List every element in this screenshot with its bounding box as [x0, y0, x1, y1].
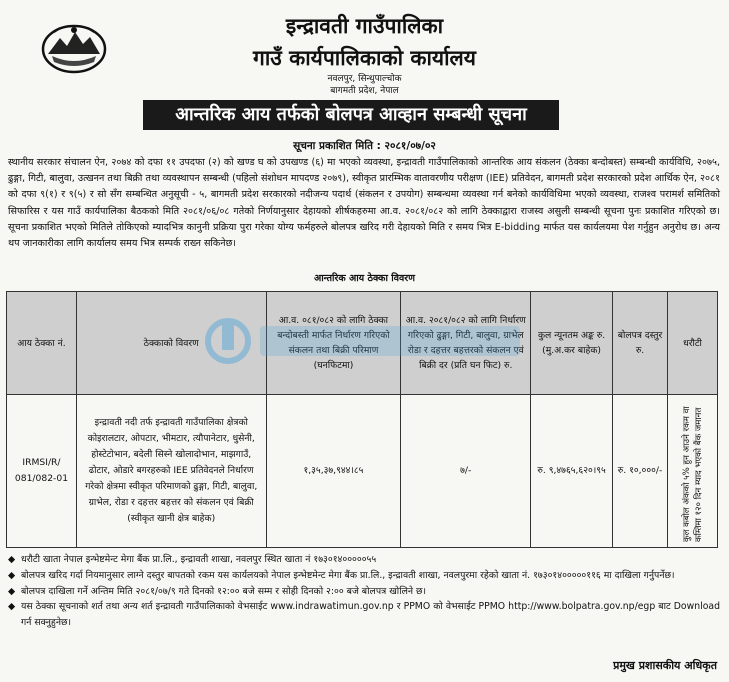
bullet-icon: ◆ — [8, 585, 16, 597]
header-guarantee: धरौटी — [668, 292, 718, 395]
header-fee: बोलपत्र दस्तुर रु. — [613, 292, 668, 395]
municipality-name: इन्द्रावती गाउँपालिका — [285, 14, 444, 38]
header-code: आय ठेक्का नं. — [7, 292, 77, 395]
header-description: ठेक्काको विवरण — [76, 292, 266, 395]
publication-date: सूचना प्रकाशित मिति : २०८१/०७/०२ — [293, 140, 436, 152]
contract-table — [6, 291, 718, 548]
cell-min-amount: रु. ९,४७६५,६२०।९५ — [531, 395, 613, 548]
address-line-2: बागमती प्रदेश, नेपाल — [330, 86, 399, 96]
note-item: ◆ यस ठेक्का सूचनाको शर्त तथा अन्य शर्त इन्द्रावती गाउँपालिकाको वेभसाईट www.indrawatimun.gov.np र PPMO को वेभसाईट PPMO http://www.bolpatra.gov.np/egp बाट Download गर्न सक्नुहुनेछ। — [8, 601, 720, 629]
notes-list — [8, 552, 720, 631]
header-min-amount: कुल न्यूनतम अङ्क रु. (मु.अ.कर बाहेक) — [531, 292, 613, 395]
cell-quantity: १,३५,३७,९४४।८५ — [266, 395, 401, 548]
table-header-row — [7, 292, 718, 395]
bullet-icon: ◆ — [8, 569, 16, 581]
guarantee-text: कुल कबोल अंकको ५% हुन आउने रकम वा कम्तिमा १२० दिन म्याद भएको बैंक जमानत — [681, 406, 704, 542]
table-title: आन्तरिक आय ठेक्का विवरण — [313, 273, 416, 284]
note-item: ◆ बोलपत्र खरिद गर्दा नियमानुसार लाग्ने दस्तुर बापतको रकम यस कार्यलयको नेपाल इन्भेष्टमेन्ट मेगा बैंक प्रा.लि., इन्द्रावती शाखा, नवलपुरमा रहेको खाता नं. १७३०१४०००००११६ मा दाखिला गर्नुपर्नेछ। — [8, 568, 720, 584]
cell-description: इन्द्रावती नदी तर्फ इन्द्रावती गाउँपालिका क्षेत्रको कोइरालटार, ओपटार, भीमटार, त्यौपानेटार, धुसेनी, होस्टेटोभान, बदेली सिस्ने खोलादोभान, माझगाउँ, ढोटार, ओडारे बगरहरुको IEE प्रतिवेदनले निर्धारण गरेको क्षेत्रमा स्वीकृत परिमाणको ढुङ्गा, गिटी, बालुवा, ग्राभेल, रोडा र दहत्तर बहत्तर को संकलन एवं बिक्री (स्वीकृत खानी क्षेत्र बाहेक) — [76, 395, 266, 548]
header-quantity: आ.व. ०८१/०८२ को लागि ठेक्का बन्दोबस्ती मार्फत निर्धारण गरिएको संकलन तथा बिक्री परिमाण (घनफिटमा) — [266, 292, 401, 395]
notice-title-banner: आन्तरिक आय तर्फको बोलपत्र आव्हान सम्बन्धी सूचना — [143, 100, 559, 130]
office-name: गाउँ कार्यपालिकाको कार्यालय — [253, 46, 476, 70]
cell-guarantee — [668, 395, 718, 548]
signature-title: प्रमुख प्रशासकीय अधिकृत — [613, 659, 717, 672]
note-item: ◆ धरौटी खाता नेपाल इन्भेष्टमेन्ट मेगा बैंक प्रा.लि., इन्द्रावती शाखा, नवलपुर स्थित खाता नं १७३०१४०००००५५ — [8, 552, 720, 568]
cell-code: IRMSI/R/ 081/082-01 — [7, 395, 77, 548]
header-rate: आ.व. २०८१/०८२ को लागि निर्धारण गरिएको ढुङ्गा, गिटी, बालुवा, ग्राभेल रोडा र दहत्तर बहत्तरको संकलन एवं बिक्री दर (प्रति घन फिट) रु. — [401, 292, 531, 395]
bullet-icon: ◆ — [8, 601, 16, 613]
bullet-icon: ◆ — [8, 554, 16, 565]
notice-body: स्थानीय सरकार संचालन ऐन, २०७४ को दफा ११ उपदफा (२) को खण्ड घ को उपखण्ड (६) मा भएको व्यवस्था, इन्द्रावती गाउँपालिकाको आन्तरिक आय संकलन (ठेक्का बन्दोबस्त) सम्बन्धी कार्यविधि, २०७५, ढुङ्गा, गिटी, बालुवा, उत्खनन तथा बिक्री तथा व्यवस्थापन सम्बन्धी (पहिलो संशोधन मापदण्ड २०७९), स्वीकृत प्रारम्भिक वातावरणीय परीक्षण (IEE) प्रतिवेदन, बागमती प्रदेश सरकारको प्रदेश आर्थिक ऐन, २०८१ को दफा ९(१) र ९(५) र सो सँग सम्बन्धित अनुसूची - ५, बागमती प्रदेश सरकारको नदीजन्य पदार्थ (संकलन र उपयोग) सम्बन्धमा व्यवस्था गर्न बनेको कार्यविधिमा भएको व्यवस्था, राजश्व परामर्श समितिको सिफारिस र यस गाउँ कार्यपालिका बैठकको मिति २०८१/०६/०८ गतेको निर्णयानुसार देहायको शीर्षकहरुमा आ.व. २०८१/०८२ को लागि ठेक्काद्वारा राजस्व असुली सम्बन्धी सूचना पुनः प्रकाशित गरिएको छ। सूचना प्रकाशित भएको मितिले तोकिएको म्यादभित्र कानुनी प्रक्रिया पुरा गरेका योग्य फर्महरुले बोलपत्र खरिद गरी देहायको मिति र समय भित्र E-bidding मार्फत यस कार्यलयमा पेश गर्नुहुन अनुरोध छ। अन्य थप जानकारीका लागि कार्यालय समय भित्र सम्पर्क राख्न सकिनेछ। — [8, 157, 720, 250]
address-line-1: नवलपुर, सिन्धुपाल्चोक — [327, 74, 402, 84]
note-item: ◆ बोलपत्र दाखिला गर्ने अन्तिम मिति २०८१/०७/९ गते दिनको १२:०० बजे सम्म र सोही दिनको २:०० बजे बोलपत्र खोलिने छ। — [8, 584, 720, 600]
cell-rate: ७/- — [401, 395, 531, 548]
cell-fee: रु. १०,०००/- — [613, 395, 668, 548]
table-row — [7, 395, 718, 548]
